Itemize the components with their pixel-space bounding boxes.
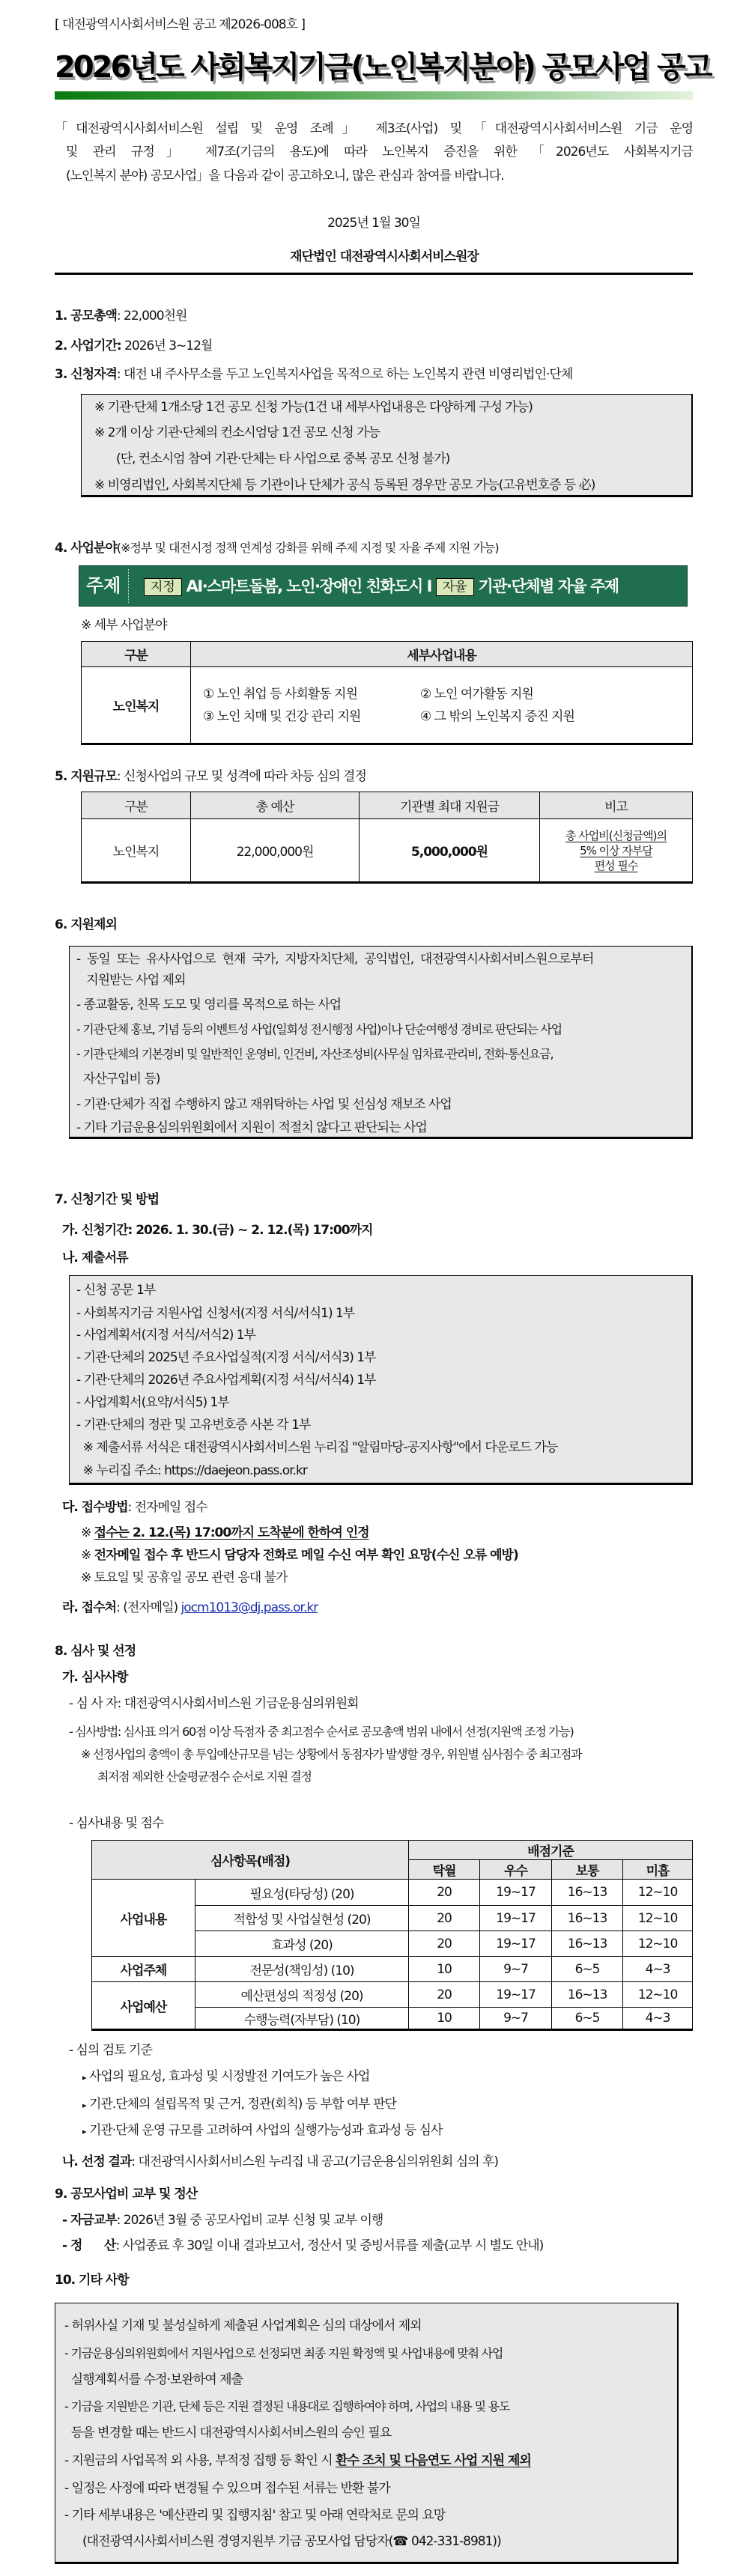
- score-cell: 16~13: [552, 1931, 623, 1957]
- eligibility-note: ※ 기관·단체 1개소당 1건 공모 신청 가능(1건 내 세부사업내용은 다양하게 구성 가능): [94, 400, 533, 415]
- grant-disbursement: [62, 2211, 383, 2229]
- header-divider: [55, 273, 693, 275]
- application-period: 가. 신청기간: 2026. 1. 30.(금) ~ 2. 12.(목) 17:00까지: [62, 1223, 373, 1238]
- total-budget-cell: 22,000,000원: [191, 819, 360, 883]
- autonomous-theme: 기관·단체별 자율 주제: [478, 577, 619, 595]
- group-cell: 사업내용: [92, 1880, 195, 1957]
- triangle-bullet-icon: ▸: [82, 2073, 86, 2083]
- score-cell: 20: [409, 1880, 480, 1906]
- document-note: ※ 누리집 주소: https://daejeon.pass.or.kr: [76, 1463, 307, 1478]
- other-note: - 허위사실 기재 및 불성실하게 제출된 사업계획은 심의 대상에서 제외: [64, 2318, 422, 2333]
- section-2: [55, 337, 212, 355]
- other-note: 실행계획서를 수정·보완하여 제출: [64, 2372, 243, 2387]
- table-row: [92, 1982, 693, 2008]
- tie-note: ※ 선정사업의 총액이 총 투입예산규모를 넘는 상황에서 동점자가 발생할 경우, 위원별 심사점수 중 최고점과: [81, 1747, 582, 1761]
- exclusion-line: - 종교활동, 친목 도모 및 영리를 목적으로 하는 사업: [76, 997, 342, 1012]
- criteria-label: - 심의 검토 기준: [69, 2043, 152, 2058]
- notice-number: [ 대전광역시사회서비스원 공고 제2026-008호 ]: [55, 17, 306, 32]
- deadline-note: 접수는 2. 12.(목) 17:00까지 도착분에 한하여 인정: [94, 1525, 369, 1540]
- score-cell: 10: [409, 2008, 480, 2030]
- document-item: - 기관·단체의 2026년 주요사업계획(지정 서식/서식4) 1부: [76, 1373, 376, 1388]
- section-3-label: 3. 신청자격: [55, 367, 117, 382]
- section-3: [55, 365, 572, 383]
- selection-result: [62, 2153, 498, 2171]
- section-4-label: 4. 사업분야: [55, 541, 117, 556]
- exclusion-line: 자산구입비 등): [76, 1072, 160, 1087]
- section-8-label: 8. 심사 및 선정: [55, 1644, 136, 1659]
- theme-banner: [79, 565, 688, 607]
- designated-tag: 지정: [144, 578, 182, 596]
- documents-label: 나. 제출서류: [62, 1251, 128, 1266]
- submission-place-value: : (전자메일): [116, 1600, 181, 1615]
- method-note-1: [81, 1524, 369, 1542]
- exclusion-line: 지원받는 사업 제외: [76, 973, 186, 988]
- holiday-note: 토요일 및 공휴일 공모 관련 응대 불가: [94, 1570, 288, 1585]
- grant-value: : 2026년 3월 중 공모사업비 교부 신청 및 교부 이행: [116, 2213, 383, 2228]
- theme-content: [144, 576, 619, 597]
- score-cell: 20: [409, 1982, 480, 2008]
- eligibility-note: (단, 컨소시엄 참여 기관·단체는 타 사업으로 중복 공모 신청 불가): [116, 452, 450, 467]
- settlement: [62, 2237, 543, 2255]
- grade-header: 보통: [552, 1860, 623, 1880]
- documents-box: [69, 1275, 693, 1485]
- selection-result-value: : 대전광역시사회서비스원 누리집 내 공고(기금운용심의위원회 심의 후): [131, 2154, 499, 2169]
- issuer: 재단법인 대전광역시사회서비스원장: [290, 249, 479, 264]
- other-note: - 일정은 사정에 따라 변경될 수 있으며 접수된 서류는 반환 불가: [64, 2481, 390, 2496]
- score-cell: 6~5: [552, 2008, 623, 2030]
- autonomous-tag: 자율: [436, 578, 474, 596]
- document-note: ※ 제출서류 서식은 대전광역시사회서비스원 누리집 "알림마당-공지사항"에서 다운로드 가능: [76, 1440, 558, 1455]
- remark-cell: [540, 819, 693, 883]
- score-cell: 19~17: [480, 1880, 552, 1906]
- score-cell: 16~13: [552, 1982, 623, 2008]
- section-3-value: : 대전 내 주사무소를 두고 노인복지사업을 목적으로 하는 노인복지 관련 비영리법인·단체: [116, 367, 573, 382]
- section-10-label: 10. 기타 사항: [55, 2273, 129, 2288]
- other-note: [64, 2452, 531, 2470]
- score-cell: 12~10: [623, 1931, 693, 1957]
- eligibility-notes-box: [81, 394, 693, 497]
- table-row: [92, 1880, 693, 1906]
- section-2-label: 2. 사업기간:: [55, 338, 121, 353]
- other-note: - 기금을 지원받은 기관, 단체 등은 지원 결정된 내용대로 집행하여야 하며, 사업의 내용 및 용도: [64, 2399, 510, 2414]
- refund-prefix: - 지원금의 사업목적 외 사용, 부적정 집행 등 확인 시: [64, 2453, 336, 2468]
- document-item: - 기관·단체의 2025년 주요사업실적(지정 서식/서식3) 1부: [76, 1350, 376, 1365]
- page-title: 2026년도 사회복지기금(노인복지분야) 공모사업 공고: [55, 50, 711, 85]
- score-cell: 20: [409, 1906, 480, 1931]
- col-header: 세부사업내용: [191, 642, 693, 667]
- exclusion-line: - 기관·단체 홍보, 기념 등의 이벤트성 사업(일회성 전시행정 사업)이나 단순여행성 경비로 판단되는 사업: [76, 1022, 562, 1036]
- intro-line-3: (노인복지 분야) 공모사업」을 다음과 같이 공고하오니, 많은 관심과 참여를 바랍니다.: [66, 168, 504, 183]
- score-cell: 20: [409, 1931, 480, 1957]
- grade-header: 우수: [480, 1860, 552, 1880]
- score-cell: 12~10: [623, 1906, 693, 1931]
- score-cell: 19~17: [480, 1982, 552, 2008]
- item-cell: 전문성(책임성) (10): [195, 1957, 409, 1982]
- other-notes-box: [55, 2303, 679, 2564]
- section-1: [55, 307, 186, 325]
- sub-field-item: ① 노인 취업 등 사회활동 지원: [203, 686, 357, 702]
- settlement-label: - 정 산: [62, 2238, 116, 2253]
- item-cell: 수행능력(자부담) (10): [195, 2008, 409, 2030]
- submission-method-label: 다. 접수방법: [62, 1500, 128, 1515]
- score-cell: 6~5: [552, 1957, 623, 1982]
- item-header: 심사항목(배점): [92, 1841, 409, 1880]
- budget-table: [81, 792, 693, 884]
- selection-result-label: 나. 선정 결과: [62, 2154, 132, 2169]
- other-note: - 기금운용심의위원회에서 지원사업으로 선정되면 최종 지원 확정액 및 사업내용에 맞춰 사업: [64, 2346, 503, 2360]
- section-1-label: 1. 공모총액: [55, 309, 117, 323]
- exclusion-line: - 동일 또는 유사사업으로 현재 국가, 지방자치단체, 공익법인, 대전광역시사회서비스원으로부터: [76, 952, 594, 967]
- score-cell: 4~3: [623, 1957, 693, 1982]
- intro-line-1: 「대전광역시사회서비스원 설립 및 운영 조례」 제3조(사업) 및 「대전광역시사회서비스원 기금 운영: [55, 121, 693, 136]
- eligibility-note: ※ 비영리법인, 사회복지단체 등 기관이나 단체가 공식 등록된 경우만 공모 가능(고유번호증 등 必): [94, 478, 595, 493]
- criteria-item: [82, 2095, 396, 2115]
- submission-place: [62, 1599, 318, 1617]
- section-1-value: : 22,000천원: [116, 309, 187, 323]
- method-note-3: [81, 1569, 287, 1587]
- score-cell: 9~7: [480, 2008, 552, 2030]
- exclusion-line: - 기관·단체가 직접 수행하지 않고 재위탁하는 사업 및 선심성 재보조 사업: [76, 1097, 452, 1112]
- criteria-text: 기관.단체의 설립목적 및 근거, 정관(회칙) 등 부합 여부 판단: [88, 2097, 396, 2112]
- table-row: [92, 1957, 693, 1982]
- section-6-label: 6. 지원제외: [55, 917, 117, 932]
- other-note: - 기타 세부내용은 '예산관리 및 집행지침' 참고 및 아래 연락처로 문의 요망: [64, 2508, 446, 2523]
- criteria-header: 배점기준: [409, 1841, 693, 1860]
- remark-line: 5% 이상 자부담: [580, 843, 652, 857]
- criteria-item: [82, 2121, 442, 2141]
- document-item: - 신청 공문 1부: [76, 1283, 156, 1298]
- theme-divider: [128, 569, 129, 603]
- document-item: - 사회복지기금 지원사업 신청서(지정 서식/서식1) 1부: [76, 1306, 355, 1321]
- intro-line-2: 및 관리 규정」 제7조(기금의 용도)에 따라 노인복지 증진을 위한 「2026년도 사회복지기금: [66, 145, 693, 160]
- section-5-value: : 신청사업의 규모 및 성격에 따라 차등 심의 결정: [116, 769, 366, 784]
- document-item: - 사업계획서(요약/서식5) 1부: [76, 1395, 229, 1410]
- score-cell: 16~13: [552, 1906, 623, 1931]
- item-cell: 예산편성의 적정성 (20): [195, 1982, 409, 2008]
- announce-date: 2025년 1월 30일: [327, 216, 420, 231]
- eligibility-note: ※ 2개 이상 기관·단체의 컨소시엄당 1건 공모 신청 가능: [94, 425, 380, 440]
- review-method: - 심사방법: 심사표 의거 60점 이상 득점자 중 최고점수 순서로 공모총액 범위 내에서 선정(지원액 조정 가능): [69, 1725, 574, 1739]
- reviewer: - 심 사 자: 대전광역시사회서비스원 기금운용심의위원회: [69, 1696, 359, 1711]
- exclusion-line: - 기관·단체의 기본경비 및 일반적인 운영비, 인건비, 자산조성비(사무실 임차료·관리비, 전화·통신요금,: [76, 1047, 554, 1061]
- section-9-label: 9. 공모사업비 교부 및 정산: [55, 2187, 198, 2202]
- section-4: [55, 539, 499, 557]
- triangle-bullet-icon: ▸: [82, 2100, 86, 2110]
- sub-field-table: [81, 641, 693, 745]
- grant-label: - 자금교부: [62, 2213, 117, 2228]
- sub-field-item: ② 노인 여가활동 지원: [420, 686, 533, 702]
- criteria-item: [82, 2068, 369, 2087]
- theme-head: 주제: [86, 575, 121, 596]
- group-cell: 사업예산: [92, 1982, 195, 2030]
- section-5-label: 5. 지원규모: [55, 769, 117, 784]
- criteria-text: 기관·단체 운영 규모를 고려하여 사업의 실행가능성과 효과성 등 심사: [88, 2123, 443, 2138]
- score-cell: 10: [409, 1957, 480, 1982]
- col-header: 구분: [82, 792, 191, 819]
- reference-mark: ※: [81, 1525, 94, 1540]
- method-note-2: [81, 1546, 518, 1564]
- sub-field-item: ④ 그 밖의 노인복지 증진 지원: [420, 708, 574, 724]
- group-cell: 사업주체: [92, 1957, 195, 1982]
- submission-method: [62, 1498, 207, 1516]
- reference-mark: ※: [81, 1548, 94, 1563]
- criteria-text: 사업의 필요성, 효과성 및 시정발전 기여도가 높은 사업: [88, 2069, 370, 2084]
- sub-field-note: ※ 세부 사업분야: [81, 618, 167, 633]
- category-cell: 노인복지: [82, 667, 191, 744]
- email-link[interactable]: jocm1013@dj.pass.or.kr: [181, 1600, 318, 1615]
- section-7-label: 7. 신청기간 및 방법: [55, 1192, 159, 1207]
- remark-line: 편성 필수: [594, 858, 638, 872]
- col-header: 구분: [82, 642, 191, 667]
- document-item: - 기관·단체의 정관 및 고유번호증 사본 각 1부: [76, 1418, 311, 1433]
- other-note: 등을 변경할 때는 반드시 대전광역시사회서비스원의 승인 필요: [64, 2425, 392, 2440]
- reference-mark: ※: [81, 1570, 94, 1585]
- max-grant-cell: 5,000,000원: [360, 819, 540, 883]
- score-cell: 9~7: [480, 1957, 552, 1982]
- item-cell: 필요성(타당성) (20): [195, 1880, 409, 1906]
- score-cell: 19~17: [480, 1906, 552, 1931]
- item-cell: 효과성 (20): [195, 1931, 409, 1957]
- triangle-bullet-icon: ▸: [82, 2127, 86, 2136]
- score-cell: 12~10: [623, 1880, 693, 1906]
- col-header: 비고: [540, 792, 693, 819]
- score-label: - 심사내용 및 점수: [69, 1816, 164, 1831]
- refund-warning: 환수 조치 및 다음연도 사업 지원 제외: [336, 2453, 531, 2468]
- title-gradient-bar: [55, 91, 693, 100]
- category-cell: 노인복지: [82, 819, 191, 883]
- score-cell: 4~3: [623, 2008, 693, 2030]
- review-items-label: 가. 심사사항: [62, 1670, 128, 1685]
- exclusion-line: - 기타 기금운용심의위원회에서 지원이 적절치 않다고 판단되는 사업: [76, 1120, 427, 1135]
- confirm-call-note: 전자메일 접수 후 반드시 담당자 전화로 메일 수신 여부 확인 요망(수신 오류 예방): [94, 1548, 518, 1563]
- document-item: - 사업계획서(지정 서식/서식2) 1부: [76, 1328, 256, 1343]
- score-table: [91, 1840, 693, 2031]
- contact-info: (대전광역시사회서비스원 경영지원부 기금 공모사업 담당자(☎ 042-331-8981)): [82, 2534, 501, 2549]
- section-2-value: 2026년 3~12월: [121, 338, 213, 353]
- grade-header: 탁월: [409, 1860, 480, 1880]
- item-cell: 적합성 및 사업실현성 (20): [195, 1906, 409, 1931]
- settlement-value: : 사업종료 후 30일 이내 결과보고서, 정산서 및 증빙서류를 제출(교부 시 별도 안내): [115, 2238, 544, 2253]
- items-cell: [191, 667, 693, 744]
- score-cell: 12~10: [623, 1982, 693, 2008]
- section-4-value: (※정부 및 대전시정 정책 연계성 강화를 위해 주제 지정 및 자율 주제 지원 가능): [116, 541, 499, 555]
- grade-header: 미흡: [623, 1860, 693, 1880]
- submission-place-label: 라. 접수처: [62, 1600, 117, 1615]
- score-cell: 16~13: [552, 1880, 623, 1906]
- submission-method-value: : 전자메일 접수: [127, 1500, 207, 1515]
- sub-field-item: ③ 노인 치매 및 건강 관리 지원: [203, 708, 361, 724]
- tie-note-cont: 최저점 제외한 산술평균점수 순서로 지원 결정: [97, 1770, 312, 1784]
- section-5: [55, 768, 366, 786]
- exclusion-box: [69, 946, 693, 1139]
- designated-theme: AI·스마트돌봄, 노인·장애인 친화도시 I: [186, 577, 431, 595]
- col-header: 기관별 최대 지원금: [360, 792, 540, 819]
- score-cell: 19~17: [480, 1931, 552, 1957]
- col-header: 총 예산: [191, 792, 360, 819]
- remark-line: 총 사업비(신청금액)의: [565, 828, 667, 842]
